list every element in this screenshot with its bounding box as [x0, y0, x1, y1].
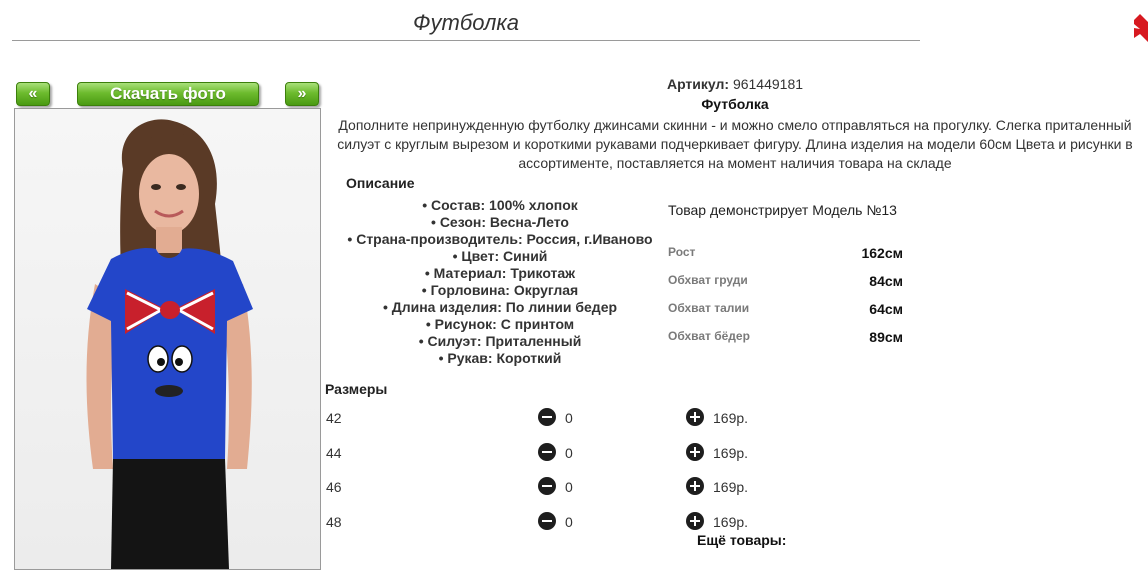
quantity-value: 0 [565, 445, 573, 461]
page-title: Футболка [413, 10, 519, 35]
model-in-tshirt-image [15, 109, 320, 569]
attribute-item: • Материал: Трикотаж [424, 265, 576, 281]
product-description: Дополните непринужденную футболку джинсами скинни - и можно смело отправляться на прогулку. Слегка приталенный силуэт с круглым вырезом и короткими рукавами подчеркивает фигуру. Длина изделия на модели 60см Цвета и рисунки в ассортименте, поставляется на момент наличия товара на складе [337, 117, 1133, 171]
attribute-item: • Рукав: Короткий [438, 350, 562, 366]
quantity-value: 0 [565, 514, 573, 530]
model-caption: Товар демонстрирует Модель №13 [668, 202, 897, 218]
sizes-heading: Размеры [325, 381, 388, 397]
attribute-item: • Силуэт: Приталенный [418, 333, 582, 349]
plus-icon[interactable] [686, 512, 704, 530]
price-value: 169р. [713, 410, 749, 426]
measurement-value: 64см [869, 301, 903, 317]
measurement-row [668, 329, 908, 347]
size-value: 42 [326, 410, 342, 426]
more-products-heading: Ещё товары: [697, 532, 787, 548]
measurement-value: 84см [869, 273, 903, 289]
attribute-item: • Рисунок: С принтом [425, 316, 575, 332]
title-divider [12, 40, 920, 41]
measurement-row [668, 245, 908, 263]
attribute-list [330, 197, 670, 367]
prev-photo-button[interactable]: « [16, 82, 50, 106]
attribute-item: • Горловина: Округлая [421, 282, 579, 298]
measurement-row [668, 301, 908, 319]
attribute-item: • Состав: 100% хлопок [422, 197, 578, 213]
measurement-label: Рост [668, 245, 696, 259]
minus-icon[interactable] [538, 512, 556, 530]
quantity-value: 0 [565, 410, 573, 426]
measurement-label: Обхват бёдер [668, 329, 750, 343]
article-value: 961449181 [732, 76, 804, 92]
measurement-label: Обхват груди [668, 273, 748, 287]
attribute-item: • Длина изделия: По линии бедер [382, 299, 618, 315]
close-x-icon[interactable] [1134, 14, 1148, 44]
measurement-value: 89см [869, 329, 903, 345]
size-row [326, 443, 826, 463]
attribute-item: • Сезон: Весна-Лето [431, 214, 569, 230]
product-photo [14, 108, 321, 570]
measurement-value: 162см [861, 245, 903, 261]
product-name: Футболка [701, 96, 769, 112]
plus-icon[interactable] [686, 443, 704, 461]
size-row [326, 408, 826, 428]
minus-icon[interactable] [538, 477, 556, 495]
price-value: 169р. [713, 445, 749, 461]
plus-icon[interactable] [686, 408, 704, 426]
article-line [610, 76, 860, 92]
measurement-label: Обхват талии [668, 301, 750, 315]
size-row [326, 477, 826, 497]
description-heading: Описание [346, 175, 415, 191]
article-label: Артикул: [666, 76, 730, 92]
plus-icon[interactable] [686, 477, 704, 495]
attribute-item: • Цвет: Синий [452, 248, 548, 264]
download-photo-button[interactable]: Скачать фото [77, 82, 259, 106]
size-row [326, 512, 826, 532]
attribute-item: • Страна-производитель: Россия, г.Иваново [347, 231, 653, 247]
price-value: 169р. [713, 479, 749, 495]
measurement-row [668, 273, 908, 291]
minus-icon[interactable] [538, 443, 556, 461]
minus-icon[interactable] [538, 408, 556, 426]
quantity-value: 0 [565, 479, 573, 495]
size-value: 46 [326, 479, 342, 495]
size-value: 48 [326, 514, 342, 530]
size-value: 44 [326, 445, 342, 461]
price-value: 169р. [713, 514, 749, 530]
next-photo-button[interactable]: » [285, 82, 319, 106]
